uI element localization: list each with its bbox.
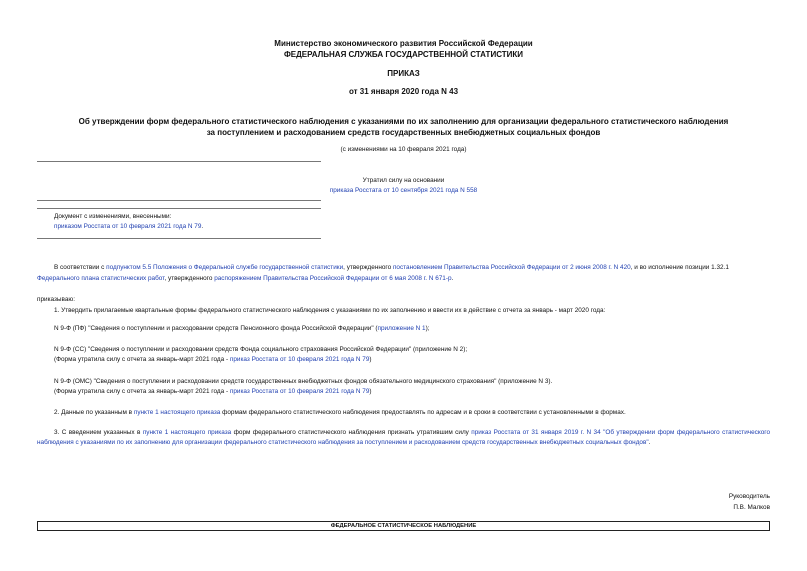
agency-name: ФЕДЕРАЛЬНАЯ СЛУЖБА ГОСУДАРСТВЕННОЙ СТАТИСТИКИ (283, 50, 524, 59)
regulation-link[interactable]: подпунктом 5.5 Положения о Федеральной службе государственной статистики (106, 264, 344, 271)
item-3 (37, 428, 770, 448)
form-1-text: N 9-Ф (ПФ) "Сведения о поступлении и расходовании средств Пенсионного фонда Российской Федерации" ( (54, 325, 378, 332)
ministry-name: Министерство экономического развития Российской Федерации (274, 39, 533, 48)
form-2-note-end: ) (369, 356, 372, 363)
form-2-note-link[interactable]: приказ Росстата от 10 февраля 2021 года N 79 (229, 356, 370, 363)
amend-label: Документ с изменениями, внесенными: (54, 213, 172, 220)
form-2-note-text: (Форма утратила силу с отчета за январь-март 2021 года - (54, 356, 230, 363)
form-1-suffix: ); (425, 325, 430, 332)
doc-date-number: от 31 января 2020 года N 43 (348, 87, 459, 96)
appendix-1-link[interactable]: приложение N 1 (377, 325, 426, 332)
item-2-link[interactable]: пункте 1 настоящего приказа (133, 409, 221, 416)
item-3-text-1: 3. С введением указанных в (54, 429, 143, 436)
government-decree-link[interactable]: постановлением Правительства Российской Федерации от 2 июня 2008 г. N 420 (392, 264, 631, 271)
form-3 (54, 377, 774, 397)
divider-2 (37, 200, 321, 201)
document-title (20, 116, 787, 138)
amend-suffix: . (201, 223, 204, 230)
signature-role: Руководитель (728, 493, 770, 500)
item-2-text-1: 2. Данные по указанным в (54, 409, 134, 416)
form-2-note (54, 355, 774, 365)
federal-plan-link[interactable]: Федерального плана статистических работ (37, 275, 165, 282)
form-3-note-end: ) (369, 388, 372, 395)
title-line-2: за поступлением и расходованием средств государственных внебюджетных социальных фондов (206, 128, 601, 137)
item-2 (54, 408, 774, 417)
item-3-link-1[interactable]: пункте 1 настоящего приказа (142, 429, 232, 436)
government-order-link[interactable]: распоряжением Правительства Российской Федерации от 6 мая 2008 г. N 671-р (214, 275, 452, 282)
item-3-text-2: форм федерального статистического наблюдения признать утратившим силу (231, 429, 472, 436)
item-1: 1. Утвердить прилагаемые квартальные формы федерального статистического наблюдения с указаниями по их заполнению и ввести их в действие с отчета за январь - март 2020 года: (54, 307, 606, 314)
form-3-note-text: (Форма утратила силу с отчета за январь-март 2021 года - (54, 388, 230, 395)
preamble-text-4: , утвержденного (164, 275, 215, 282)
changes-note: (с изменениями на 10 февраля 2021 года) (340, 146, 467, 153)
preamble (37, 262, 770, 284)
order-word: приказываю: (37, 296, 75, 303)
item-3-text-3: . (648, 439, 651, 446)
preamble-text-3: , и во исполнение позиции 1.32.1 (630, 264, 729, 271)
invalid-order-link[interactable]: приказа Росстата от 10 сентября 2021 года N 558 (329, 187, 478, 194)
footer-box: ФЕДЕРАЛЬНОЕ СТАТИСТИЧЕСКОЕ НАБЛЮДЕНИЕ (37, 521, 770, 531)
form-3-note (54, 387, 774, 397)
title-line-1: Об утверждении форм федерального статистического наблюдения с указаниями по их заполнению для организации федерального статистического наблюдения (78, 117, 729, 126)
doc-type: ПРИКАЗ (387, 69, 420, 78)
repealed-order-link[interactable]: приказ Росстата от 31 января 2019 г. N 34 "Об утверждении форм федерального статистического наблюдения с указаниями по их заполнению для организации федерального статистического наблюдения за поступлением и расходованием средств государственных внебюджетных социальных фондов" (37, 429, 771, 446)
amend-order-link[interactable]: приказом Росстата от 10 февраля 2021 года N 79 (54, 223, 202, 230)
form-2 (54, 345, 774, 365)
header (0, 38, 807, 60)
invalid-label: Утратил силу на основании (362, 177, 445, 184)
preamble-text-5: . (451, 275, 454, 282)
form-3-note-link[interactable]: приказ Росстата от 10 февраля 2021 года N 79 (229, 388, 370, 395)
preamble-text-2: , утвержденного (343, 264, 393, 271)
divider-3 (37, 208, 321, 209)
preamble-text-1: В соответствии с (54, 264, 107, 271)
amend-block (54, 212, 354, 232)
form-3-text: N 9-Ф (ОМС) "Сведения о поступлении и расходовании средств государственных внебюджетных фондов обязательного медицинского страхования" (приложение N 3). (54, 378, 553, 385)
invalid-status-block (300, 176, 507, 196)
divider-4 (37, 238, 321, 239)
form-1 (54, 324, 774, 333)
signature (729, 491, 770, 513)
signature-name: П.В. Малков (733, 504, 770, 511)
divider-1 (37, 161, 321, 162)
item-2-text-2: формам федерального статистического наблюдения предоставлять по адресам и в сроки в соответствии с установленными в формах. (220, 409, 626, 416)
form-2-text: N 9-Ф (СС) "Сведения о поступлении и расходовании средств Фонда социального страхования Российской Федерации" (приложение N 2); (54, 346, 468, 353)
